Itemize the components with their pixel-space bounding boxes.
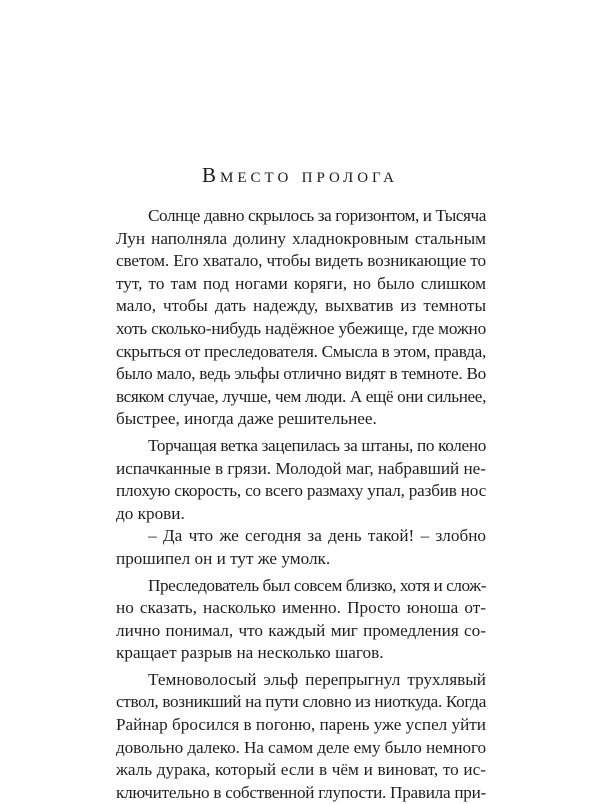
text-line: Солнце давно скрылось за горизонтом, и Тысяча [148,206,486,225]
text-line: всяком случае, лучше, чем люди. А ещё они сильнее, [116,386,486,406]
text-line: прошипел он и тут же умолк. [116,548,331,568]
paragraph-5 [116,669,486,804]
text-line: жаль дурака, который если в чём и виноват, то ис- [116,760,486,780]
text-line: тут, то там под ногами коряги, но было слишком [116,273,486,293]
paragraph-2 [116,435,486,525]
chapter-title: Вместо пролога [202,163,398,187]
text-line: ключительно в собственной глупости. Правила при- [116,782,486,802]
paragraph-3 [116,525,486,570]
text-line: быстрее, иногда даже решительнее. [116,409,377,429]
text-line: Лун наполняла долину хладнокровным стальным [116,228,486,248]
text-line: испачканные в грязи. Молодой маг, набравший не- [116,458,486,478]
text-line: – Да что же сегодня за день такой! – злобно [148,526,486,546]
text-line: Преследователь был совсем близко, хотя и слож- [148,575,486,595]
text-line: хоть сколько-нибудь надёжное убежище, где можно [116,318,486,338]
body-text [116,205,486,804]
text-line: Темноволосый эльф перепрыгнул трухлявый [148,669,486,689]
text-line: лично понимал, что каждый миг промедления со- [116,620,486,640]
text-line: довольно далеко. На самом деле ему было немного [116,737,486,757]
text-line: ствол, возникший на пути словно из ниоткуда. Когда [116,692,486,712]
text-line: Райнар бросился в погоню, парень уже успел уйти [116,715,486,735]
paragraph-1 [116,205,486,431]
text-line: скрыться от преследователя. Смысла в этом, правда, [116,341,486,361]
text-line: но сказать, насколько именно. Просто юноша от- [116,598,486,618]
text-line: светом. Его хватало, чтобы видеть возникающие то [116,251,486,271]
text-line: Торчащая ветка зацепилась за штаны, по колено [148,435,486,455]
text-line: мало, чтобы дать надежду, выхватив из темноты [116,296,486,316]
text-line: плохую скорость, со всего размаху упал, разбив нос [116,481,487,501]
text-line: кращает разрыв на несколько шагов. [116,643,384,663]
paragraph-4 [116,575,486,665]
text-line: было мало, ведь эльфы отлично видят в темноте. Во [116,364,486,384]
text-line: до крови. [116,503,185,523]
